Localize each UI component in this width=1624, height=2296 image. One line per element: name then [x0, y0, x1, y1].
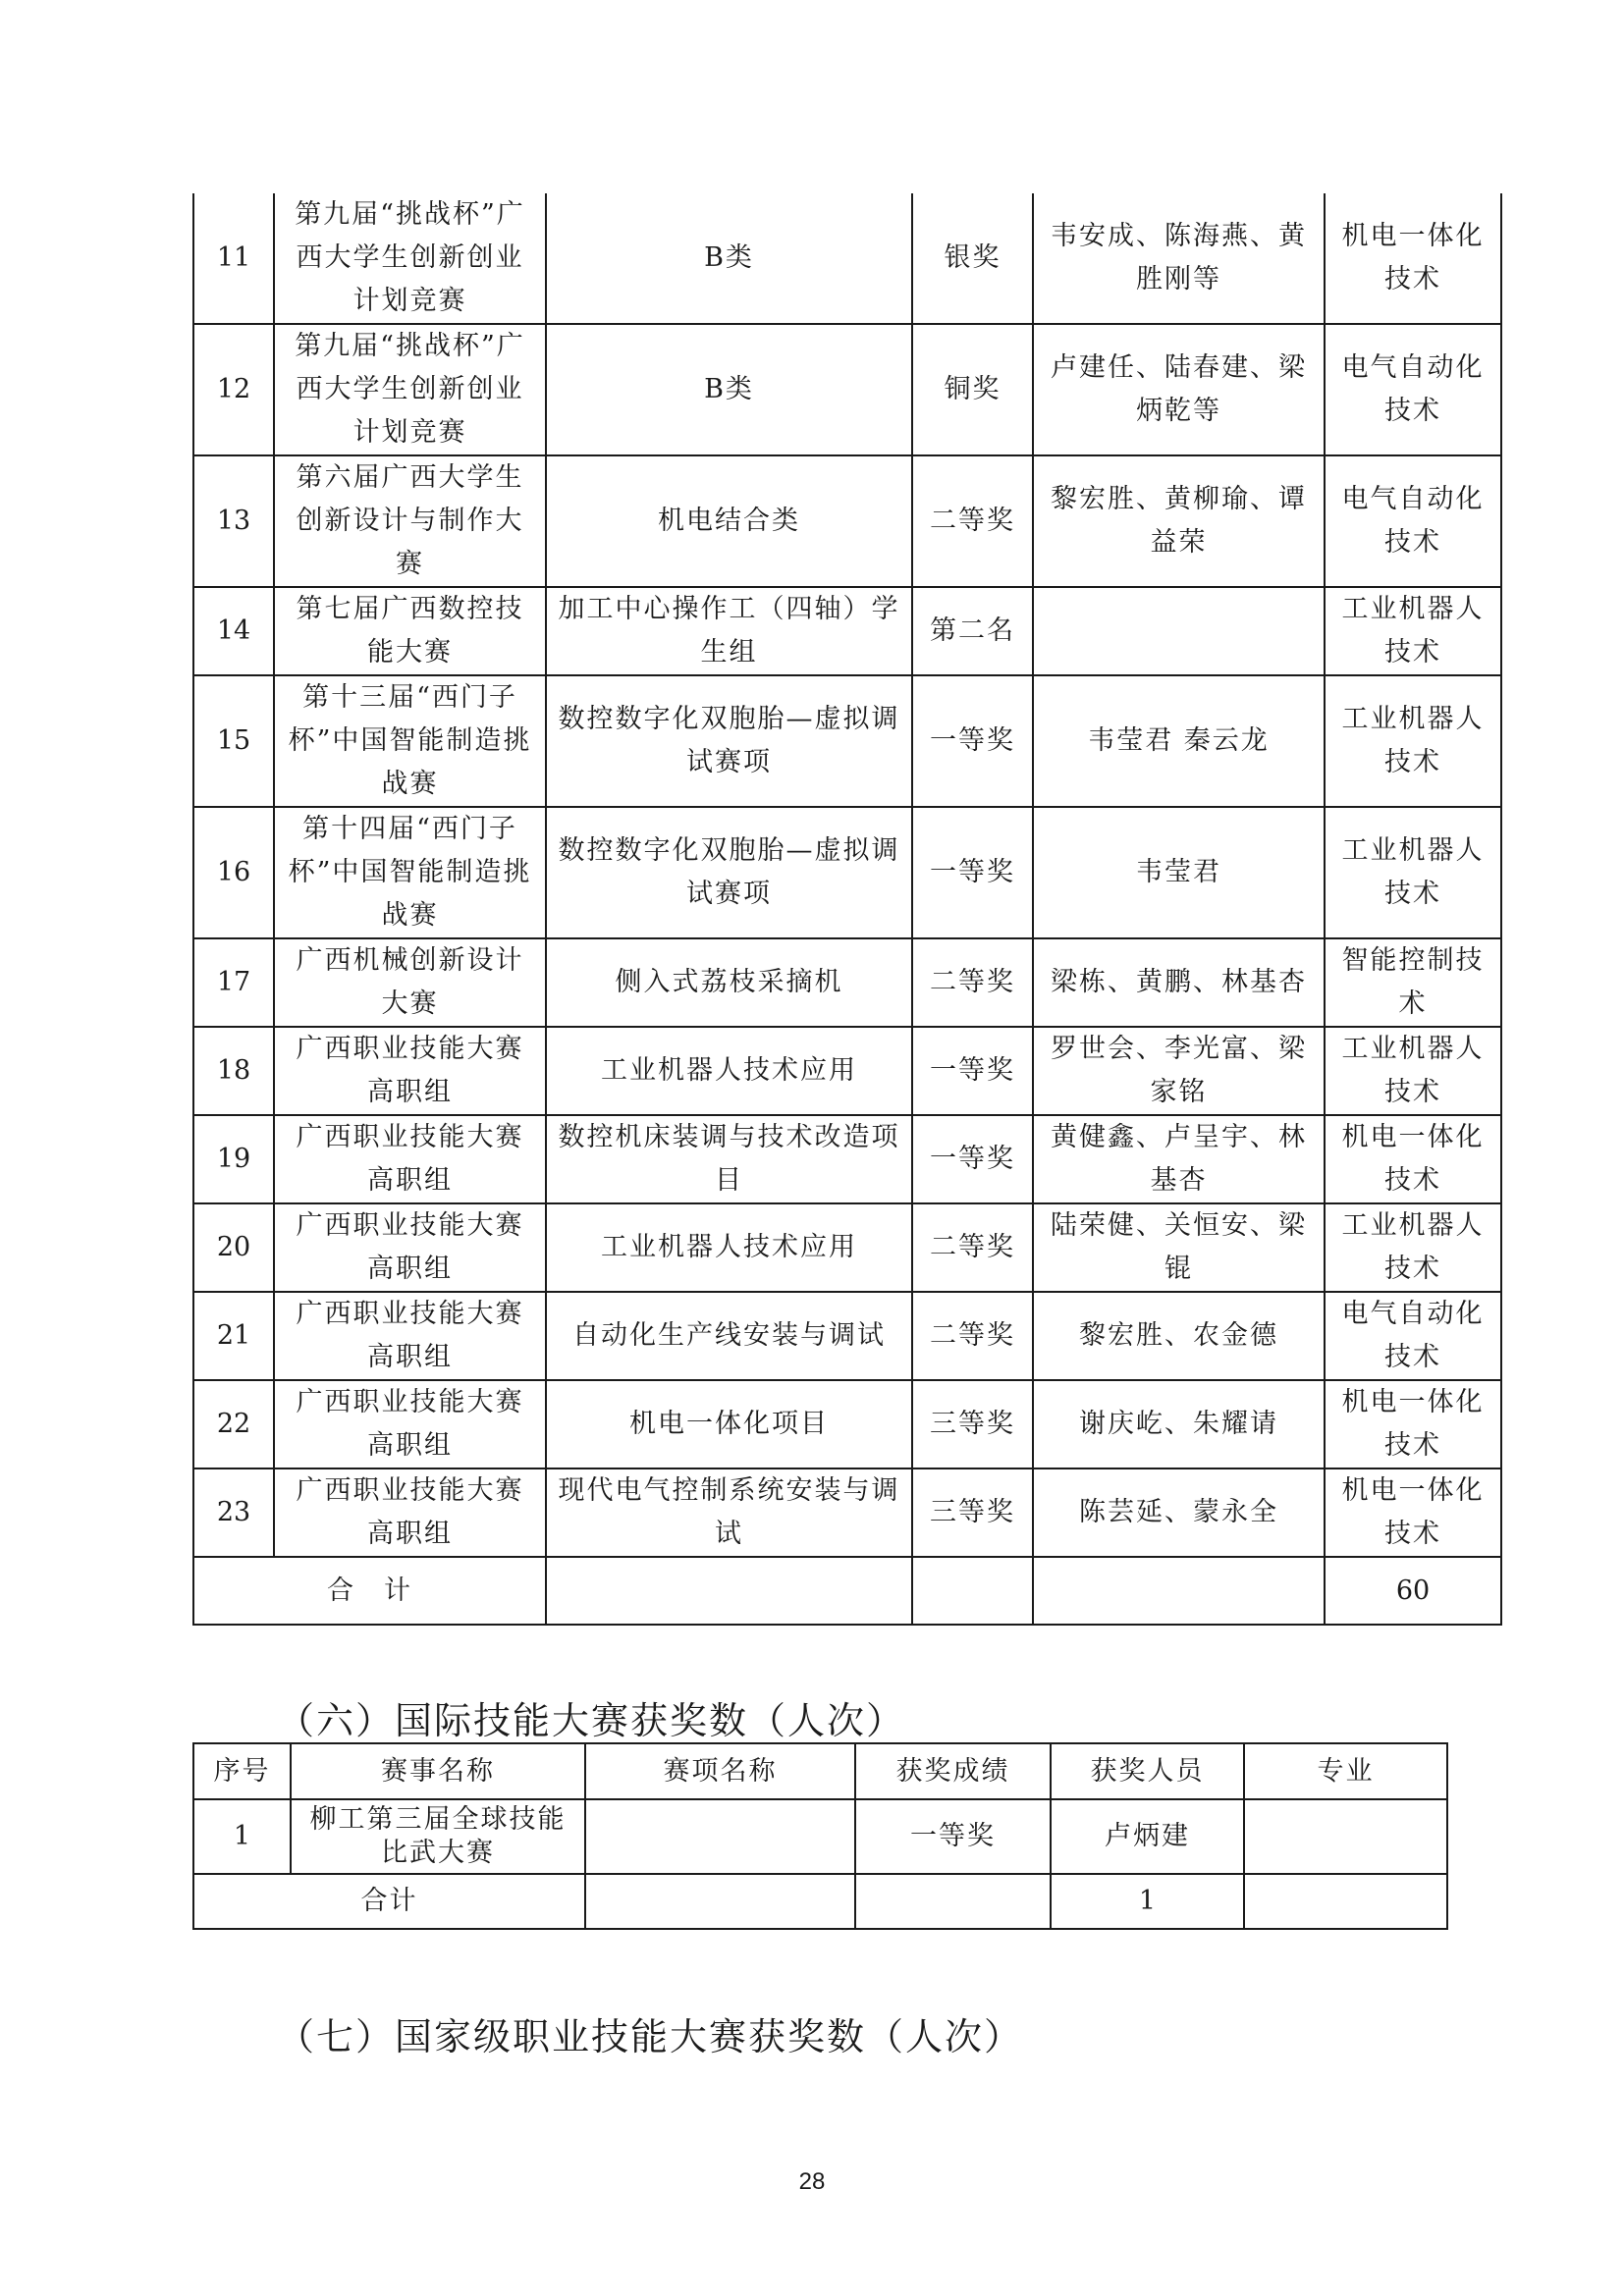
award-result: 一等奖: [912, 675, 1033, 807]
major: 工业机器人技术: [1325, 1203, 1501, 1292]
event-name: 柳工第三届全球技能比武大赛: [291, 1799, 585, 1874]
item-name: B类: [546, 324, 912, 455]
winners: 黎宏胜、农金德: [1033, 1292, 1325, 1380]
award-result: 铜奖: [912, 324, 1033, 455]
table-row: [193, 675, 1501, 807]
major: 电气自动化技术: [1325, 1292, 1501, 1380]
row-number: 12: [193, 324, 274, 455]
table-row: [193, 455, 1501, 587]
winners: 陆荣健、关恒安、梁锟: [1033, 1203, 1325, 1292]
row-number: 16: [193, 807, 274, 938]
major: 工业机器人技术: [1325, 587, 1501, 675]
total-empty-cell: [585, 1874, 855, 1929]
event-name: 广西机械创新设计大赛: [274, 938, 546, 1027]
awards-table-continued: [192, 193, 1502, 1626]
table-row: [193, 1203, 1501, 1292]
table-row: [193, 1799, 1447, 1874]
event-name: 第九届“挑战杯”广西大学生创新创业计划竞赛: [274, 193, 546, 324]
table-row: [193, 1380, 1501, 1468]
winners: 梁栋、黄鹏、林基杏: [1033, 938, 1325, 1027]
event-name: 广西职业技能大赛高职组: [274, 1292, 546, 1380]
header-item: 赛项名称: [585, 1743, 855, 1799]
total-label: 合计: [193, 1874, 585, 1929]
event-name: 第十四届“西门子杯”中国智能制造挑战赛: [274, 807, 546, 938]
major: 机电一体化技术: [1325, 1115, 1501, 1203]
winners: 罗世会、李光富、梁家铭: [1033, 1027, 1325, 1115]
award-result: 一等奖: [855, 1799, 1051, 1874]
row-number: 18: [193, 1027, 274, 1115]
winners: 谢庆屹、朱耀请: [1033, 1380, 1325, 1468]
winners: 黄健鑫、卢呈宇、林基杏: [1033, 1115, 1325, 1203]
major: 工业机器人技术: [1325, 1027, 1501, 1115]
award-result: 一等奖: [912, 807, 1033, 938]
total-empty-cell: [855, 1874, 1051, 1929]
winners: 韦莹君: [1033, 807, 1325, 938]
item-name: 数控数字化双胞胎—虚拟调试赛项: [546, 807, 912, 938]
total-empty-cell: [1244, 1874, 1447, 1929]
table-row: [193, 587, 1501, 675]
award-result: 第二名: [912, 587, 1033, 675]
section-heading-national: （七）国家级职业技能大赛获奖数（人次）: [277, 2015, 1024, 2058]
header-event: 赛事名称: [291, 1743, 585, 1799]
section-heading-international: （六）国际技能大赛获奖数（人次）: [277, 1699, 906, 1742]
event-name: 广西职业技能大赛高职组: [274, 1380, 546, 1468]
header-no: 序号: [193, 1743, 291, 1799]
row-number: 19: [193, 1115, 274, 1203]
major: 机电一体化技术: [1325, 193, 1501, 324]
award-result: 三等奖: [912, 1380, 1033, 1468]
major: 工业机器人技术: [1325, 675, 1501, 807]
major: [1244, 1799, 1447, 1874]
item-name: B类: [546, 193, 912, 324]
major: 工业机器人技术: [1325, 807, 1501, 938]
header-row: [193, 1743, 1447, 1799]
row-number: 11: [193, 193, 274, 324]
row-number: 20: [193, 1203, 274, 1292]
winners: [1033, 587, 1325, 675]
item-name: 自动化生产线安装与调试: [546, 1292, 912, 1380]
header-major: 专业: [1244, 1743, 1447, 1799]
table-row: [193, 193, 1501, 324]
event-name: 广西职业技能大赛高职组: [274, 1468, 546, 1557]
row-number: 22: [193, 1380, 274, 1468]
table-row: [193, 938, 1501, 1027]
international-awards-table: [192, 1742, 1448, 1930]
item-name: 数控数字化双胞胎—虚拟调试赛项: [546, 675, 912, 807]
total-empty-cell: [912, 1557, 1033, 1625]
item-name: [585, 1799, 855, 1874]
event-name: 第十三届“西门子杯”中国智能制造挑战赛: [274, 675, 546, 807]
winners: 韦莹君 秦云龙: [1033, 675, 1325, 807]
row-number: 13: [193, 455, 274, 587]
header-result: 获奖成绩: [855, 1743, 1051, 1799]
award-result: 一等奖: [912, 1115, 1033, 1203]
item-name: 机电一体化项目: [546, 1380, 912, 1468]
award-result: 三等奖: [912, 1468, 1033, 1557]
header-winners: 获奖人员: [1051, 1743, 1244, 1799]
table-row: [193, 324, 1501, 455]
award-result: 银奖: [912, 193, 1033, 324]
row-number: 23: [193, 1468, 274, 1557]
award-result: 二等奖: [912, 455, 1033, 587]
event-name: 广西职业技能大赛高职组: [274, 1203, 546, 1292]
award-result: 一等奖: [912, 1027, 1033, 1115]
row-number: 15: [193, 675, 274, 807]
winners: 卢炳建: [1051, 1799, 1244, 1874]
item-name: 机电结合类: [546, 455, 912, 587]
winners: 陈芸延、蒙永全: [1033, 1468, 1325, 1557]
total-row: [193, 1557, 1501, 1625]
total-label: 合 计: [193, 1557, 546, 1625]
table-row: [193, 1292, 1501, 1380]
page-number: 28: [798, 2168, 826, 2195]
major: 电气自动化技术: [1325, 455, 1501, 587]
winners: 黎宏胜、黄柳瑜、谭益荣: [1033, 455, 1325, 587]
total-empty-cell: [546, 1557, 912, 1625]
row-number: 17: [193, 938, 274, 1027]
total-empty-cell: [1033, 1557, 1325, 1625]
row-number: 14: [193, 587, 274, 675]
event-name: 第七届广西数控技能大赛: [274, 587, 546, 675]
total-value: 60: [1325, 1557, 1501, 1625]
event-name: 广西职业技能大赛高职组: [274, 1115, 546, 1203]
event-name: 广西职业技能大赛高职组: [274, 1027, 546, 1115]
award-result: 二等奖: [912, 1203, 1033, 1292]
event-name: 第九届“挑战杯”广西大学生创新创业计划竞赛: [274, 324, 546, 455]
major: 电气自动化技术: [1325, 324, 1501, 455]
item-name: 加工中心操作工（四轴）学生组: [546, 587, 912, 675]
major: 智能控制技术: [1325, 938, 1501, 1027]
table-row: [193, 1027, 1501, 1115]
total-value: 1: [1051, 1874, 1244, 1929]
total-row: [193, 1874, 1447, 1929]
item-name: 工业机器人技术应用: [546, 1027, 912, 1115]
item-name: 侧入式荔枝采摘机: [546, 938, 912, 1027]
table-row: [193, 807, 1501, 938]
award-result: 二等奖: [912, 938, 1033, 1027]
item-name: 现代电气控制系统安装与调试: [546, 1468, 912, 1557]
winners: 韦安成、陈海燕、黄胜刚等: [1033, 193, 1325, 324]
item-name: 工业机器人技术应用: [546, 1203, 912, 1292]
event-name: 第六届广西大学生创新设计与制作大赛: [274, 455, 546, 587]
row-number: 21: [193, 1292, 274, 1380]
winners: 卢建任、陆春建、梁炳乾等: [1033, 324, 1325, 455]
item-name: 数控机床装调与技术改造项目: [546, 1115, 912, 1203]
award-result: 二等奖: [912, 1292, 1033, 1380]
table-row: [193, 1115, 1501, 1203]
major: 机电一体化技术: [1325, 1468, 1501, 1557]
row-number: 1: [193, 1799, 291, 1874]
table-row: [193, 1468, 1501, 1557]
major: 机电一体化技术: [1325, 1380, 1501, 1468]
